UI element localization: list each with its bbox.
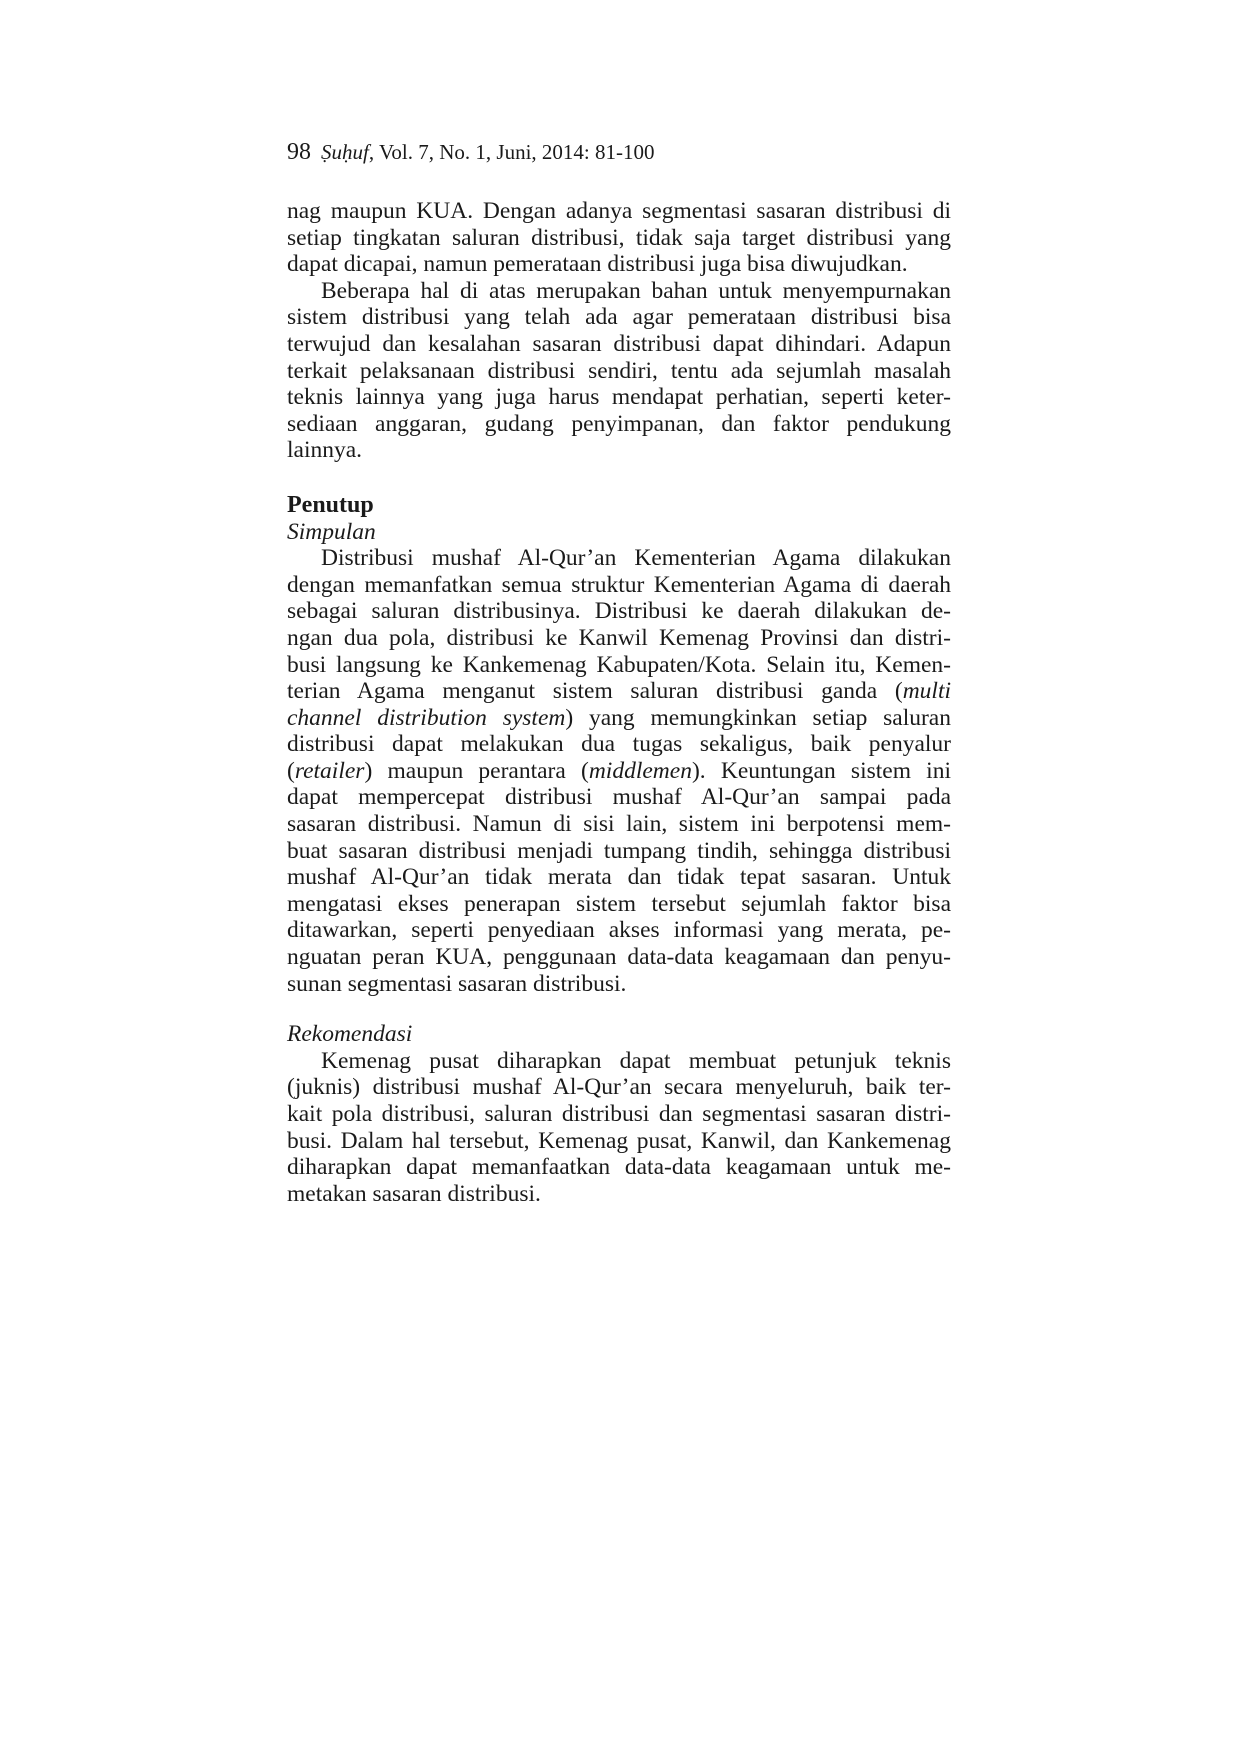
paragraph-simpulan	[287, 545, 951, 997]
text-line: sebagai saluran distribusinya. Distribusi ke daerah dilakukan de-	[287, 598, 951, 625]
section-heading: Penutup	[287, 491, 374, 518]
text-line: (juknis) distribusi mushaf Al-Qur’an secara menyeluruh, baik ter-	[287, 1074, 951, 1101]
text-line: metakan sasaran distribusi.	[287, 1180, 541, 1207]
text-line: setiap tingkatan saluran distribusi, tidak saja target distribusi yang	[287, 224, 951, 251]
text-line: Beberapa hal di atas merupakan bahan untuk menyempurnakan	[321, 277, 951, 304]
spacer	[287, 997, 951, 1021]
spacer	[287, 464, 951, 492]
text-line: diharapkan dapat memanfaatkan data-data keagamaan untuk me-	[287, 1154, 951, 1181]
text-line: terkait pelaksanaan distribusi sendiri, tentu ada sejumlah masalah	[287, 357, 951, 384]
text-line: dengan memanfatkan semua struktur Kementerian Agama di daerah	[287, 571, 951, 598]
journal-citation: , Vol. 7, No. 1, Juni, 2014: 81-100	[368, 140, 655, 164]
text-line: busi langsung ke Kankemenag Kabupaten/Kota. Selain itu, Kemen-	[287, 651, 951, 678]
text-line: sasaran distribusi. Namun di sisi lain, sistem ini berpotensi mem-	[287, 811, 951, 838]
text-run: ) maupun perantara (	[364, 757, 589, 784]
text-line: sediaan anggaran, gudang penyimpanan, dan faktor pendukung	[287, 410, 951, 437]
text-line	[287, 678, 951, 705]
text-line: Kemenag pusat diharapkan dapat membuat petunjuk teknis	[321, 1047, 951, 1074]
text-line: dapat mempercepat distribusi mushaf Al-Qur’an sampai pada	[287, 784, 951, 811]
text-line: kait pola distribusi, saluran distribusi dan segmentasi sasaran distri-	[287, 1101, 951, 1127]
text-line: lainnya.	[287, 437, 363, 464]
paragraph-continued	[287, 198, 951, 278]
subsection-heading-simpulan: Simpulan	[287, 518, 376, 545]
text-line: sistem distribusi yang telah ada agar pemerataan distribusi bisa	[287, 304, 951, 331]
text-line: distribusi dapat melakukan dua tugas sekaligus, baik penyalur	[287, 731, 951, 758]
text-run: (	[287, 757, 295, 784]
page-number: 98	[287, 139, 311, 165]
text-run: ). Keuntungan sistem ini	[691, 757, 951, 784]
text-line: buat sasaran distribusi menjadi tumpang tindih, sehingga distribusi	[287, 837, 951, 864]
text-line: terwujud dan kesalahan sasaran distribusi dapat dihindari. Adapun	[287, 330, 951, 357]
running-header	[287, 138, 655, 166]
text-run: terian Agama menganut sistem saluran distribusi ganda (	[287, 678, 903, 705]
italic-term: middlemen	[588, 757, 692, 784]
text-line: busi. Dalam hal tersebut, Kemenag pusat, Kanwil, dan Kankemenag	[287, 1127, 951, 1154]
text-line: mushaf Al-Qur’an tidak merata dan tidak tepat sasaran. Untuk	[287, 864, 951, 891]
text-line: nguatan peran KUA, penggunaan data-data keagamaan dan penyu-	[287, 944, 951, 971]
text-line: ngan dua pola, distribusi ke Kanwil Kemenag Provinsi dan distri-	[287, 624, 951, 651]
journal-name: Ṣuḥuf	[321, 140, 369, 164]
paragraph	[287, 278, 951, 464]
text-line: mengatasi ekses penerapan sistem tersebut sejumlah faktor bisa	[287, 890, 951, 917]
text-line: sunan segmentasi sasaran distribusi.	[287, 970, 627, 997]
italic-term: multi	[902, 678, 951, 705]
subsection-heading-rekomendasi: Rekomendasi	[287, 1021, 413, 1048]
text-line: nag maupun KUA. Dengan adanya segmentasi sasaran distribusi di	[287, 198, 951, 224]
text-line: Distribusi mushaf Al-Qur’an Kementerian Agama dilakukan	[321, 545, 951, 572]
italic-term: channel distribution system	[287, 704, 566, 731]
text-line	[287, 758, 951, 785]
italic-term: retailer	[294, 757, 365, 784]
text-line: dapat dicapai, namun pemerataan distribusi juga bisa diwujudkan.	[287, 251, 908, 278]
text-line	[287, 705, 951, 732]
body-text	[287, 198, 951, 1207]
paragraph-rekomendasi	[287, 1048, 951, 1208]
text-line: teknis lainnya yang juga harus mendapat perhatian, seperti keter-	[287, 384, 951, 411]
text-line: ditawarkan, seperti penyediaan akses informasi yang merata, pe-	[287, 917, 951, 944]
text-run: ) yang memungkinkan setiap saluran	[565, 704, 951, 731]
